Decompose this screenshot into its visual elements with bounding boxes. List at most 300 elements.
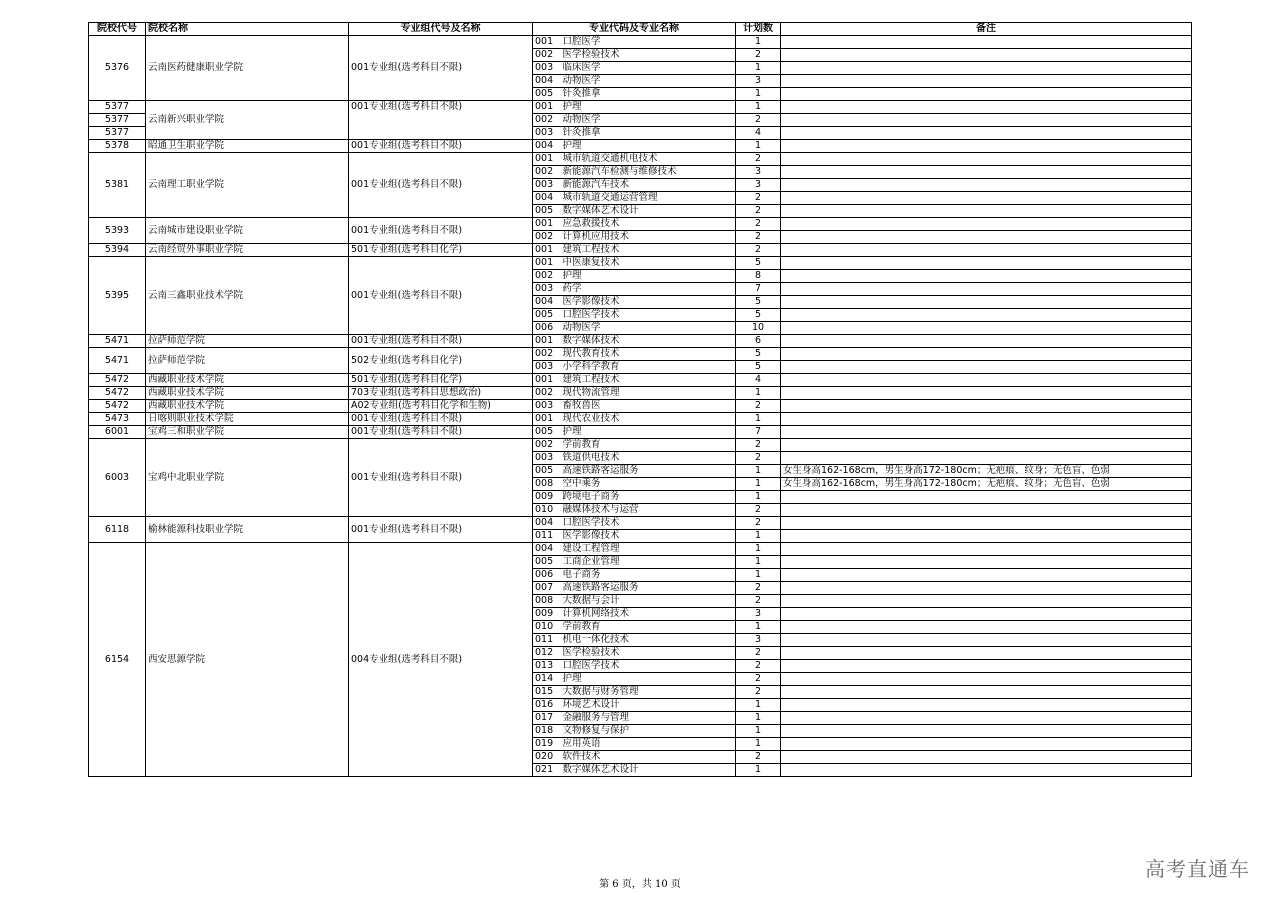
major-name-cell: 环境艺术设计 [561,699,736,712]
remark-cell [781,101,1192,114]
plan-cell: 2 [736,673,781,686]
table-row [89,348,1192,361]
school-name-cell: 宝鸡中北职业学院 [146,439,349,517]
school-name-cell: 日喀则职业技术学院 [146,413,349,426]
plan-cell: 2 [736,517,781,530]
major-name-cell: 高速铁路客运服务 [561,465,736,478]
major-name-cell: 建筑工程技术 [561,374,736,387]
header-remark: 备注 [781,23,1192,36]
major-name-cell: 现代农业技术 [561,413,736,426]
major-name-cell: 应急救援技术 [561,218,736,231]
major-name-cell: 数字媒体艺术设计 [561,205,736,218]
school-name-cell: 榆林能源科技职业学院 [146,517,349,543]
page-footer: 第 6 页，共 10 页 [599,879,681,890]
major-name-cell: 医学检验技术 [561,647,736,660]
major-code-cell: 003 [533,400,561,413]
school-code-cell: 5395 [89,257,146,335]
school-name-cell: 云南三鑫职业技术学院 [146,257,349,335]
major-code-cell: 002 [533,166,561,179]
major-code-cell: 012 [533,647,561,660]
remark-cell [781,413,1192,426]
admission-plan-table [88,22,1192,777]
major-name-cell: 护理 [561,101,736,114]
plan-cell: 2 [736,595,781,608]
plan-cell: 2 [736,582,781,595]
school-code-cell: 5393 [89,218,146,244]
major-name-cell: 软件技术 [561,751,736,764]
remark-cell [781,738,1192,751]
major-code-cell: 010 [533,621,561,634]
major-name-cell: 电子商务 [561,569,736,582]
remark-cell [781,153,1192,166]
major-name-cell: 机电一体化技术 [561,634,736,647]
major-code-cell: 006 [533,569,561,582]
major-name-cell: 城市轨道交通运营管理 [561,192,736,205]
watermark-logo-text: 高考直通车 [1145,857,1250,881]
major-code-cell: 005 [533,88,561,101]
remark-cell [781,36,1192,49]
major-name-cell: 医学影像技术 [561,296,736,309]
plan-cell: 1 [736,88,781,101]
school-code-cell: 6003 [89,439,146,517]
school-name-cell: 拉萨师范学院 [146,335,349,348]
plan-cell: 2 [736,244,781,257]
major-name-cell: 口腔医学技术 [561,660,736,673]
table-row [89,244,1192,257]
group-cell: 001专业组(选考科目不限) [349,257,533,335]
remark-cell [781,426,1192,439]
remark-cell [781,647,1192,660]
table-row [89,543,1192,556]
table-row [89,439,1192,452]
table-row [89,153,1192,166]
major-name-cell: 高速铁路客运服务 [561,582,736,595]
school-code-cell: 5381 [89,153,146,218]
remark-cell [781,88,1192,101]
plan-cell: 1 [736,543,781,556]
major-name-cell: 新能源汽车技术 [561,179,736,192]
header-school-name: 院校名称 [146,23,349,36]
major-name-cell: 医学影像技术 [561,530,736,543]
school-code-cell: 6001 [89,426,146,439]
plan-cell: 2 [736,218,781,231]
major-name-cell: 小学科学教育 [561,361,736,374]
major-name-cell: 数字媒体艺术设计 [561,764,736,777]
remark-cell [781,75,1192,88]
major-code-cell: 016 [533,699,561,712]
school-code-cell: 5377 [89,114,146,127]
remark-cell [781,452,1192,465]
major-code-cell: 008 [533,595,561,608]
major-code-cell: 001 [533,413,561,426]
remark-cell [781,244,1192,257]
major-name-cell: 护理 [561,673,736,686]
group-cell: 001专业组(选考科目不限) [349,335,533,348]
remark-cell [781,764,1192,777]
plan-cell: 4 [736,374,781,387]
table-row [89,335,1192,348]
school-name-cell: 云南理工职业学院 [146,153,349,218]
plan-cell: 2 [736,647,781,660]
major-code-cell: 001 [533,335,561,348]
group-cell: 502专业组(选考科目化学) [349,348,533,374]
major-code-cell: 011 [533,634,561,647]
admission-plan-table-container [88,22,1192,777]
major-code-cell: 002 [533,387,561,400]
major-code-cell: 003 [533,127,561,140]
major-code-cell: 003 [533,452,561,465]
plan-cell: 7 [736,283,781,296]
major-code-cell: 002 [533,49,561,62]
school-name-cell: 昭通卫生职业学院 [146,140,349,153]
major-name-cell: 学前教育 [561,439,736,452]
school-code-cell: 5378 [89,140,146,153]
major-code-cell: 005 [533,309,561,322]
school-name-cell: 西藏职业技术学院 [146,400,349,413]
major-name-cell: 文物修复与保护 [561,725,736,738]
major-name-cell: 护理 [561,140,736,153]
school-name-cell: 西藏职业技术学院 [146,387,349,400]
plan-cell: 2 [736,153,781,166]
plan-cell: 2 [736,231,781,244]
major-code-cell: 001 [533,153,561,166]
table-row [89,413,1192,426]
major-code-cell: 002 [533,439,561,452]
major-name-cell: 中医康复技术 [561,257,736,270]
plan-cell: 1 [736,140,781,153]
table-row [89,140,1192,153]
remark-cell [781,322,1192,335]
remark-cell [781,582,1192,595]
remark-cell [781,699,1192,712]
plan-cell: 3 [736,179,781,192]
remark-cell [781,595,1192,608]
major-name-cell: 建筑工程技术 [561,244,736,257]
major-name-cell: 针灸推拿 [561,127,736,140]
remark-cell [781,218,1192,231]
group-cell: 001专业组(选考科目不限) [349,140,533,153]
major-code-cell: 010 [533,504,561,517]
major-code-cell: 002 [533,348,561,361]
remark-cell [781,309,1192,322]
school-code-cell: 5473 [89,413,146,426]
header-row [89,23,1192,36]
major-code-cell: 014 [533,673,561,686]
plan-cell: 2 [736,751,781,764]
major-name-cell: 动物医学 [561,322,736,335]
major-code-cell: 001 [533,101,561,114]
table-row [89,387,1192,400]
plan-cell: 1 [736,36,781,49]
school-code-cell: 5376 [89,36,146,101]
remark-cell [781,556,1192,569]
remark-cell: 女生身高162-168cm，男生身高172-180cm；无疤痕、纹身；无色盲、色弱 [781,478,1192,491]
remark-cell [781,270,1192,283]
plan-cell: 2 [736,205,781,218]
plan-cell: 3 [736,634,781,647]
major-code-cell: 001 [533,374,561,387]
plan-cell: 5 [736,361,781,374]
major-name-cell: 应用英语 [561,738,736,751]
major-name-cell: 临床医学 [561,62,736,75]
plan-cell: 1 [736,478,781,491]
remark-cell [781,205,1192,218]
remark-cell [781,530,1192,543]
table-row [89,374,1192,387]
table-row [89,101,1192,114]
major-name-cell: 金融服务与管理 [561,712,736,725]
school-code-cell: 6118 [89,517,146,543]
school-code-cell: 5471 [89,335,146,348]
major-code-cell: 005 [533,556,561,569]
group-cell: 001专业组(选考科目不限) [349,517,533,543]
remark-cell [781,634,1192,647]
plan-cell: 10 [736,322,781,335]
major-name-cell: 建设工程管理 [561,543,736,556]
major-name-cell: 护理 [561,426,736,439]
group-cell: 703专业组(选考科目思想政治) [349,387,533,400]
table-row [89,36,1192,49]
table-row [89,400,1192,413]
major-code-cell: 004 [533,296,561,309]
major-name-cell: 现代物流管理 [561,387,736,400]
header-plan: 计划数 [736,23,781,36]
remark-cell [781,114,1192,127]
major-code-cell: 003 [533,62,561,75]
major-name-cell: 动物医学 [561,114,736,127]
major-code-cell: 018 [533,725,561,738]
plan-cell: 1 [736,413,781,426]
remark-cell [781,179,1192,192]
major-code-cell: 019 [533,738,561,751]
remark-cell [781,296,1192,309]
plan-cell: 1 [736,387,781,400]
remark-cell [781,517,1192,530]
major-name-cell: 口腔医学技术 [561,517,736,530]
group-cell: 001专业组(选考科目不限) [349,218,533,244]
major-code-cell: 015 [533,686,561,699]
major-name-cell: 铁道供电技术 [561,452,736,465]
plan-cell: 1 [736,569,781,582]
plan-cell: 1 [736,725,781,738]
plan-cell: 5 [736,348,781,361]
plan-cell: 1 [736,699,781,712]
major-code-cell: 004 [533,543,561,556]
major-name-cell: 药学 [561,283,736,296]
major-code-cell: 003 [533,179,561,192]
major-code-cell: 009 [533,491,561,504]
major-name-cell: 学前教育 [561,621,736,634]
plan-cell: 8 [736,270,781,283]
plan-cell: 2 [736,660,781,673]
major-name-cell: 动物医学 [561,75,736,88]
remark-cell [781,504,1192,517]
plan-cell: 5 [736,296,781,309]
major-name-cell: 计算机应用技术 [561,231,736,244]
major-code-cell: 006 [533,322,561,335]
major-name-cell: 口腔医学技术 [561,309,736,322]
school-name-cell: 云南城市建设职业学院 [146,218,349,244]
remark-cell [781,751,1192,764]
remark-cell [781,387,1192,400]
major-name-cell: 空中乘务 [561,478,736,491]
remark-cell [781,283,1192,296]
remark-cell [781,335,1192,348]
major-code-cell: 004 [533,140,561,153]
plan-cell: 4 [736,127,781,140]
group-cell: A02专业组(选考科目化学和生物) [349,400,533,413]
remark-cell [781,621,1192,634]
remark-cell [781,569,1192,582]
major-code-cell: 002 [533,114,561,127]
remark-cell [781,439,1192,452]
remark-cell [781,660,1192,673]
plan-cell: 3 [736,75,781,88]
group-cell: 001专业组(选考科目不限) [349,426,533,439]
major-code-cell: 002 [533,231,561,244]
school-name-cell: 拉萨师范学院 [146,348,349,374]
remark-cell: 女生身高162-168cm，男生身高172-180cm；无疤痕、纹身；无色盲、色弱 [781,465,1192,478]
major-name-cell: 大数据与会计 [561,595,736,608]
major-code-cell: 002 [533,270,561,283]
major-name-cell: 城市轨道交通机电技术 [561,153,736,166]
major-code-cell: 004 [533,517,561,530]
major-name-cell: 计算机网络技术 [561,608,736,621]
major-code-cell: 004 [533,75,561,88]
plan-cell: 1 [736,738,781,751]
school-code-cell: 5377 [89,127,146,140]
major-code-cell: 007 [533,582,561,595]
group-cell: 001专业组(选考科目不限) [349,101,533,140]
remark-cell [781,400,1192,413]
major-name-cell: 口腔医学 [561,36,736,49]
group-cell: 501专业组(选考科目化学) [349,374,533,387]
plan-cell: 3 [736,166,781,179]
major-code-cell: 003 [533,361,561,374]
plan-cell: 1 [736,62,781,75]
major-code-cell: 005 [533,205,561,218]
remark-cell [781,725,1192,738]
major-code-cell: 001 [533,257,561,270]
major-name-cell: 新能源汽车检测与维修技术 [561,166,736,179]
major-code-cell: 001 [533,36,561,49]
table-row [89,426,1192,439]
plan-cell: 7 [736,426,781,439]
major-code-cell: 003 [533,283,561,296]
major-code-cell: 011 [533,530,561,543]
major-name-cell: 数字媒体技术 [561,335,736,348]
remark-cell [781,686,1192,699]
school-code-cell: 5471 [89,348,146,374]
plan-cell: 5 [736,309,781,322]
school-name-cell: 云南医药健康职业学院 [146,36,349,101]
group-cell: 001专业组(选考科目不限) [349,36,533,101]
school-name-cell: 西安思源学院 [146,543,349,777]
remark-cell [781,166,1192,179]
major-code-cell: 001 [533,244,561,257]
remark-cell [781,491,1192,504]
school-name-cell: 宝鸡三和职业学院 [146,426,349,439]
group-cell: 501专业组(选考科目化学) [349,244,533,257]
table-row [89,218,1192,231]
remark-cell [781,140,1192,153]
plan-cell: 1 [736,101,781,114]
plan-cell: 2 [736,192,781,205]
school-code-cell: 5472 [89,387,146,400]
school-code-cell: 5394 [89,244,146,257]
major-name-cell: 工商企业管理 [561,556,736,569]
school-name-cell: 云南新兴职业学院 [146,101,349,140]
plan-cell: 2 [736,439,781,452]
remark-cell [781,348,1192,361]
school-code-cell: 5472 [89,400,146,413]
major-name-cell: 融媒体技术与运营 [561,504,736,517]
plan-cell: 1 [736,621,781,634]
plan-cell: 3 [736,608,781,621]
remark-cell [781,673,1192,686]
remark-cell [781,543,1192,556]
remark-cell [781,62,1192,75]
school-name-cell: 西藏职业技术学院 [146,374,349,387]
plan-cell: 1 [736,556,781,569]
major-code-cell: 013 [533,660,561,673]
major-name-cell: 医学检验技术 [561,49,736,62]
major-name-cell: 护理 [561,270,736,283]
major-name-cell: 跨境电子商务 [561,491,736,504]
school-code-cell: 5472 [89,374,146,387]
major-code-cell: 009 [533,608,561,621]
major-code-cell: 008 [533,478,561,491]
plan-cell: 2 [736,49,781,62]
plan-cell: 1 [736,465,781,478]
remark-cell [781,127,1192,140]
group-cell: 001专业组(选考科目不限) [349,413,533,426]
school-code-cell: 5377 [89,101,146,114]
remark-cell [781,49,1192,62]
group-cell: 004专业组(选考科目不限) [349,543,533,777]
remark-cell [781,374,1192,387]
plan-cell: 2 [736,504,781,517]
remark-cell [781,608,1192,621]
plan-cell: 6 [736,335,781,348]
remark-cell [781,257,1192,270]
group-cell: 001专业组(选考科目不限) [349,153,533,218]
plan-cell: 2 [736,686,781,699]
major-code-cell: 005 [533,426,561,439]
remark-cell [781,712,1192,725]
table-row [89,517,1192,530]
school-name-cell: 云南经贸外事职业学院 [146,244,349,257]
major-name-cell: 针灸推拿 [561,88,736,101]
major-name-cell: 大数据与财务管理 [561,686,736,699]
header-major: 专业代码及专业名称 [533,23,736,36]
plan-cell: 2 [736,452,781,465]
plan-cell: 1 [736,530,781,543]
major-code-cell: 017 [533,712,561,725]
remark-cell [781,361,1192,374]
plan-cell: 5 [736,257,781,270]
major-code-cell: 004 [533,192,561,205]
header-school-code: 院校代号 [89,23,146,36]
major-code-cell: 020 [533,751,561,764]
remark-cell [781,231,1192,244]
plan-cell: 1 [736,491,781,504]
major-code-cell: 001 [533,218,561,231]
major-name-cell: 畜牧兽医 [561,400,736,413]
table-row [89,257,1192,270]
remark-cell [781,192,1192,205]
group-cell: 001专业组(选考科目不限) [349,439,533,517]
